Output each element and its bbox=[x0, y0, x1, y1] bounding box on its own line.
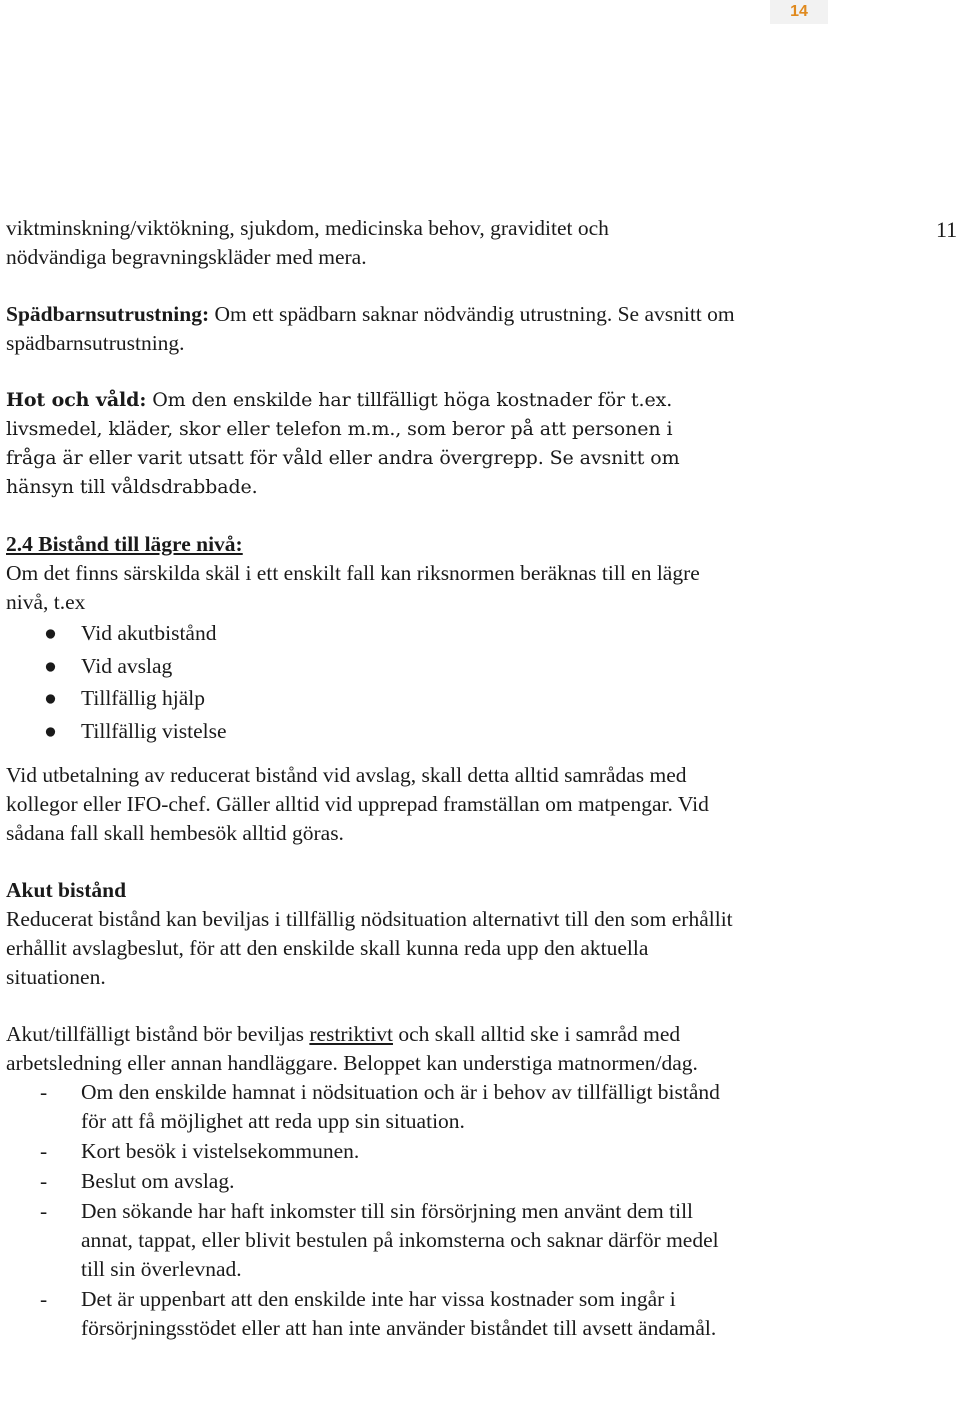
document-body bbox=[6, 214, 766, 1344]
list-item: ● Vid akutbistånd bbox=[6, 617, 766, 650]
bullet-icon: ● bbox=[44, 653, 57, 678]
dash-marker: - bbox=[40, 1169, 48, 1193]
emphasis-restrictive: restriktivt bbox=[309, 1022, 393, 1046]
list-item: ● Tillfällig vistelse bbox=[6, 715, 766, 748]
paragraph-reduced-payment: Vid utbetalning av reducerat bistånd vid avslag, skall detta alltid samrådas med kollegor eller IFO-chef. Gäller alltid vid upprepad framställan om matpengar. Vid sådana fall skall hembesök alltid göras. bbox=[6, 763, 709, 845]
label-threats-violence: Hot och våld: bbox=[6, 389, 147, 411]
label-infant-equipment: Spädbarnsutrustning: bbox=[6, 302, 210, 326]
list-item: - Det är uppenbart att den enskilde inte har vissa kostnader som ingår i försörjningsstödet eller att han inte använder biståndet till avsett ändamål. bbox=[40, 1287, 717, 1340]
paragraph-threats-violence bbox=[6, 386, 706, 502]
text-infant-equipment: Om ett spädbarn saknar nödvändig utrustning. Se avsnitt om spädbarnsutrustning. bbox=[6, 302, 735, 355]
bullet-icon: ● bbox=[44, 686, 57, 710]
bullet-icon: ● bbox=[44, 621, 57, 645]
bullet-icon: ● bbox=[44, 718, 57, 743]
page-tab-number: 14 bbox=[770, 0, 828, 24]
list-item: - Beslut om avslag. bbox=[6, 1167, 746, 1196]
text-threats-violence: Om den enskilde har tillfälligt höga kostnader för t.ex. livsmedel, kläder, skor eller telefon m.m., som beror på att personen i fråga är eller varit utsatt för våld eller andra övergrepp. Se avsnitt om hänsyn till våldsdrabbade. bbox=[6, 389, 680, 498]
bullet-list-lower-level bbox=[6, 617, 766, 747]
list-item: - Den sökande har haft inkomster till sin försörjning men använt dem till annat, tappat, eller blivit bestulen på inkomsterna och saknar därför medel till sin överlevnad. bbox=[40, 1199, 719, 1281]
page-number: 11 bbox=[936, 217, 958, 242]
list-item: ● Vid avslag bbox=[6, 650, 766, 683]
dash-marker: - bbox=[40, 1139, 48, 1163]
dash-marker: - bbox=[40, 1080, 48, 1104]
list-item: ● Tillfällig hjälp bbox=[6, 682, 766, 715]
paragraph-infant-equipment bbox=[6, 300, 746, 358]
heading-section-2-4: 2.4 Bistånd till lägre nivå: bbox=[6, 532, 243, 556]
dash-list-emergency bbox=[6, 1078, 746, 1343]
dash-marker: - bbox=[40, 1287, 48, 1311]
heading-emergency-aid: Akut bistånd bbox=[6, 878, 127, 902]
list-item: - Kort besök i vistelsekommunen. bbox=[6, 1137, 746, 1166]
paragraph-emergency-aid: Reducerat bistånd kan beviljas i tillfällig nödsituation alternativt till den som erhållit erhållit avslagbeslut, för att den enskilde skall kunna reda upp den aktuella situationen. bbox=[6, 907, 733, 989]
paragraph-needs: viktminskning/viktökning, sjukdom, medicinska behov, graviditet och nödvändiga begravningskläder med mera. bbox=[6, 216, 609, 269]
list-item: - Om den enskilde hamnat i nödsituation och är i behov av tillfälligt bistånd för att få möjlighet att reda upp sin situation. bbox=[40, 1080, 720, 1133]
dash-marker: - bbox=[40, 1199, 48, 1223]
paragraph-temporary-aid: Akut/tillfälligt bistånd bör beviljas restriktivt och skall alltid ske i samråd med arbetsledning eller annan handläggare. Beloppet kan understiga matnormen/dag. bbox=[6, 1022, 698, 1075]
paragraph-lower-level-intro: Om det finns särskilda skäl i ett enskilt fall kan riksnormen beräknas till en lägre nivå, t.ex bbox=[6, 561, 700, 614]
